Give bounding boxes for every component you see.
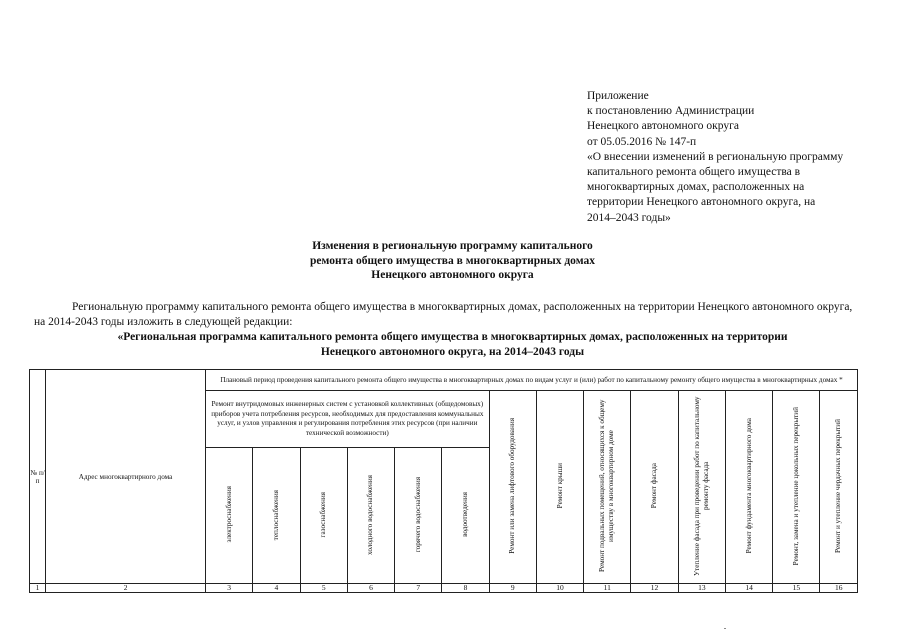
header-col-13-label: Утепление фасада при проведении работ по капитальному ремонту фасада <box>692 396 710 576</box>
header-col-3 <box>206 448 253 584</box>
header-col-5 <box>300 448 347 584</box>
paragraph-line: Региональную программу капитального ремонта общего имущества в многоквартирных домах, расположенных на территории Ненецкого автономного округа, <box>72 301 853 313</box>
col-number: 4 <box>253 584 300 593</box>
header-num: № п/п <box>30 370 46 584</box>
col-number: 9 <box>489 584 536 593</box>
appendix-line: 2014–2043 годы» <box>587 211 671 224</box>
header-col-14 <box>725 391 772 584</box>
header-col-8 <box>442 448 489 584</box>
header-period: Плановый период проведения капитального ремонта общего имущества в многоквартирных домах по видам услуг и (или) работ по капитальному ремонту общего имущества в многоквартирных домах * <box>206 370 858 391</box>
header-col-6 <box>347 448 394 584</box>
header-col-4 <box>253 448 300 584</box>
header-col-15-label: Ремонт, замена и утепление цокольных перекрытий <box>791 406 800 566</box>
header-systems: Ремонт внутридомовых инженерных систем с установкой коллективных (общедомовых) приборов учета потребления ресурсов, необходимых для предоставления коммунальных услуг, и узлов управления и регулирования потребления этих ресурсов (при наличии технической возможности) <box>206 391 490 448</box>
header-col-12-label: Ремонт фасада <box>650 463 659 509</box>
appendix-line: многоквартирных домах, расположенных на <box>587 181 805 194</box>
heading-line: ремонта общего имущества в многоквартирных домах <box>310 254 595 267</box>
header-col-7-label: горячего водоснабжения <box>413 477 422 553</box>
heading-line: Ненецкого автономного округа <box>371 269 534 281</box>
col-number: 6 <box>347 584 394 593</box>
header-col-7 <box>395 448 442 584</box>
header-col-10-label: Ремонт крыши <box>555 463 564 509</box>
program-title-line: «Региональная программа капитального ремонта общего имущества в многоквартирных домах, расположенных на территории <box>117 331 788 343</box>
appendix-line: к постановлению Администрации <box>587 105 755 118</box>
appendix-line: Приложение <box>587 90 649 102</box>
col-number: 12 <box>631 584 678 593</box>
col-number: 14 <box>725 584 772 593</box>
header-col-8-label: водоотведения <box>460 492 469 538</box>
header-col-9-label: Ремонт или замена лифтового оборудования <box>508 418 517 554</box>
header-col-13 <box>678 391 725 584</box>
col-number: 13 <box>678 584 725 593</box>
header-col-14-label: Ремонт фундамента многоквартирного дома <box>744 418 753 554</box>
body-paragraph <box>34 300 894 329</box>
col-number: 3 <box>206 584 253 593</box>
program-table <box>29 369 858 593</box>
col-number: 5 <box>300 584 347 593</box>
appendix-line: территории Ненецкого автономного округа, на <box>587 196 816 209</box>
col-number: 8 <box>442 584 489 593</box>
col-number: 1 <box>30 584 46 593</box>
appendix-line: капитального ремонта общего имущества в <box>587 166 801 179</box>
scan-speck <box>724 628 726 629</box>
header-col-9 <box>489 391 536 584</box>
header-col-11-label: Ремонт подвальных помещений, относящихся к общему имуществу в многоквартирном доме <box>598 399 616 573</box>
column-number-row <box>30 584 858 593</box>
col-number: 15 <box>773 584 820 593</box>
header-col-10 <box>536 391 583 584</box>
appendix-block <box>587 89 847 226</box>
appendix-line: «О внесении изменений в региональную программу <box>587 150 844 163</box>
col-number: 11 <box>584 584 631 593</box>
header-col-3-label: электроснабжения <box>224 486 233 543</box>
col-number: 2 <box>46 584 206 593</box>
header-col-12 <box>631 391 678 584</box>
heading-line: Изменения в региональную программу капитального <box>312 240 593 252</box>
paragraph-line: на 2014-2043 годы изложить в следующей редакции: <box>34 315 293 328</box>
program-title-line: Ненецкого автономного округа, на 2014–2043 годы <box>320 345 585 358</box>
program-title <box>0 330 905 359</box>
header-col-11 <box>584 391 631 584</box>
header-col-16 <box>820 391 858 584</box>
col-number: 16 <box>820 584 858 593</box>
header-col-16-label: Ремонт и утепление чердачных перекрытий <box>834 418 843 553</box>
appendix-line: от 05.05.2016 № 147-п <box>587 135 697 148</box>
col-number: 10 <box>536 584 583 593</box>
header-col-6-label: холодного водоснабжения <box>366 474 375 555</box>
header-col-15 <box>773 391 820 584</box>
col-number: 7 <box>395 584 442 593</box>
header-col-5-label: газоснабжения <box>319 491 328 538</box>
document-heading <box>0 239 905 283</box>
appendix-line: Ненецкого автономного округа <box>587 120 739 133</box>
header-col-4-label: теплоснабжения <box>271 489 280 540</box>
header-address: Адрес многоквартирного дома <box>46 370 206 584</box>
